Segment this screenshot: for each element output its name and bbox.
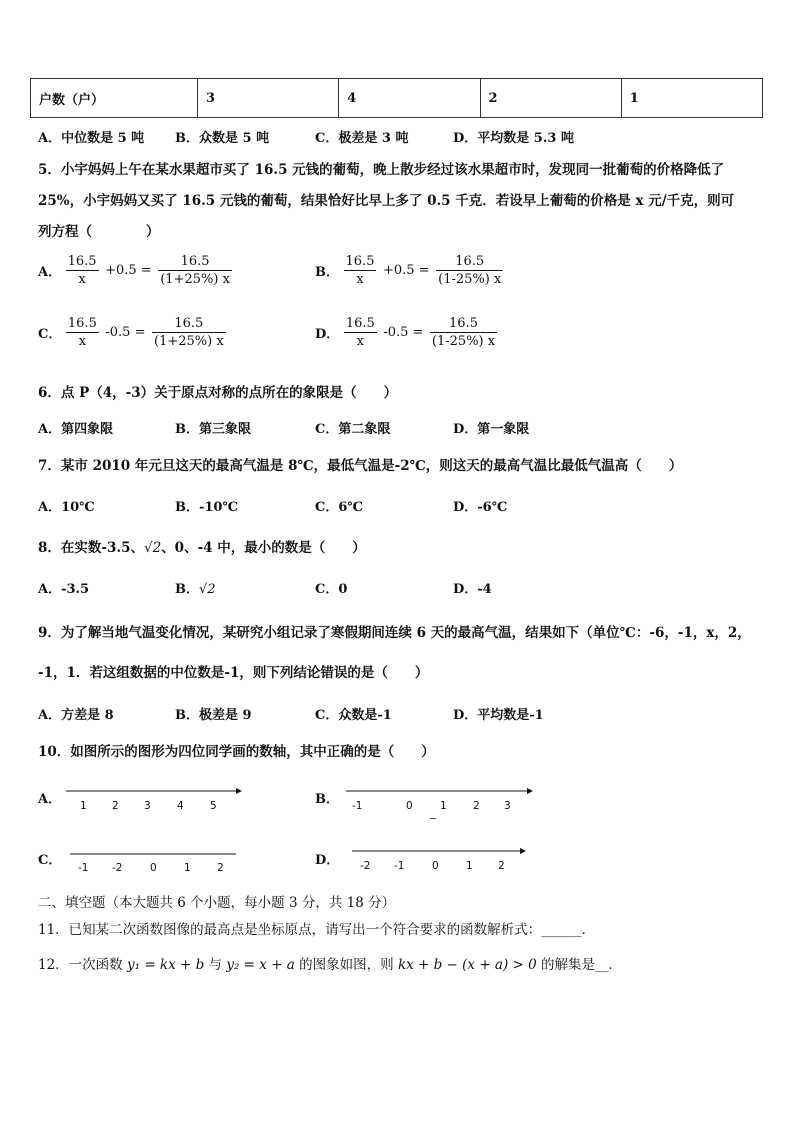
tick-label: 1: [440, 800, 447, 812]
q6-option-c: C．第二象限: [315, 422, 391, 437]
q9-option-d: D．平均数是-1: [453, 708, 544, 723]
option-label: A．: [38, 265, 62, 280]
q12-text-before: 12．一次函数: [38, 957, 123, 973]
q5-option-a: [38, 253, 232, 288]
q12-text-mid: 与: [208, 957, 223, 973]
q5-line-3: 列方程（ ）: [38, 224, 160, 240]
q8-stem-after: 、0、-4 中，最小的数是（ ）: [161, 540, 366, 556]
tick-label: 2: [498, 860, 505, 872]
number-line-a: [62, 778, 242, 812]
fraction: $\frac{16.5}{x}$: [345, 316, 375, 349]
function-y2: y₂ = x + a: [226, 957, 295, 973]
q8-option-c: C．0: [315, 582, 348, 597]
q4-option-b: B．众数是 5 吨: [175, 131, 270, 146]
q4-option-d: D．平均数是 5.3 吨: [453, 131, 574, 146]
equation-operator: +0.5 =: [105, 263, 152, 278]
q6-option-a: A．第四象限: [38, 422, 114, 437]
fraction: $\frac{16.5}{(1+25\%) x}$: [160, 254, 230, 287]
tick-label: -2: [360, 860, 371, 872]
q5-option-d: [315, 315, 497, 350]
q9-option-b: B．极差是 9: [175, 708, 252, 723]
table-cell: 2: [480, 79, 621, 118]
option-label: B．: [175, 582, 199, 597]
tick-label: -1: [78, 862, 89, 874]
option-label: B．: [315, 265, 339, 280]
q12-text-mid2: 的图象如图，则: [299, 957, 394, 973]
q5-option-b: [315, 253, 503, 288]
tick-label: 5: [210, 800, 217, 812]
tick-label: -2: [112, 862, 123, 874]
tick-label: 3: [504, 800, 511, 812]
q7-option-a: A．10℃: [38, 500, 95, 515]
number-line-b: [342, 778, 537, 812]
q6-stem: 6．点 P（4，-3）关于原点对称的点所在的象限是（ ）: [38, 385, 398, 401]
q9-option-a: A．方差是 8: [38, 708, 114, 723]
q6-option-b: B．第三象限: [175, 422, 251, 437]
fraction: $\frac{16.5}{(1+25\%) x}$: [154, 316, 224, 349]
inequality: kx + b − (x + a) > 0: [397, 957, 537, 973]
q5-line-2: 25%，小宇妈妈又买了 16.5 元钱的葡萄，结果恰好比早上多了 0.5 千克．若设早上葡萄的价格是 x 元/千克，则可: [38, 193, 735, 209]
tick-label: 2: [473, 800, 480, 812]
equation-operator: -0.5 =: [105, 325, 146, 340]
tick-label: 4: [177, 800, 184, 812]
fraction: $\frac{16.5}{(1-25\%) x}$: [431, 316, 496, 349]
q5-line-1: 5．小宇妈妈上午在某水果超市买了 16.5 元钱的葡萄，晚上散步经过该水果超市时，发现同一批葡萄的价格降低了: [38, 162, 725, 178]
q9-option-c: C．众数是-1: [315, 708, 392, 723]
function-y1: y₁ = kx + b: [126, 957, 205, 973]
household-table: [30, 78, 763, 118]
tick-label: 1: [80, 800, 87, 812]
q8-option-d: D．-4: [453, 582, 492, 597]
table-cell: 3: [198, 79, 339, 118]
table-row: [31, 79, 763, 118]
tick-label: -1: [352, 800, 363, 812]
tick-label: 3: [144, 800, 151, 812]
fraction: $\frac{16.5}{(1-25\%) x}$: [438, 254, 502, 287]
q10-option-c-label: C．: [38, 853, 62, 868]
tick-label: 1: [466, 860, 473, 872]
q10-stem: 10．如图所示的图形为四位同学画的数轴，其中正确的是（ ）: [38, 744, 435, 760]
option-label: C．: [38, 327, 62, 342]
q8-option-a: A．-3.5: [38, 582, 90, 597]
number-line-d: [348, 838, 528, 872]
tick-label: 0: [406, 800, 413, 812]
q9-line-1: 9．为了解当地气温变化情况，某研究小组记录了寒假期间连续 6 天的最高气温，结果如下（单位℃：-6，-1，x，2，: [38, 625, 751, 641]
q11-stem: 11．已知某二次函数图像的最高点是坐标原点，请写出一个符合要求的函数解析式：______．: [38, 922, 596, 938]
q8-stem: [38, 536, 366, 556]
q8-stem-before: 8．在实数-3.5、: [38, 540, 144, 556]
section-title: 二、填空题（本大题共 6 个小题，每小题 3 分，共 18 分）: [38, 895, 396, 911]
equation-operator: +0.5 =: [383, 263, 430, 278]
tick-label: 0: [432, 860, 439, 872]
q7-stem: 7．某市 2010 年元旦这天的最高气温是 8℃，最低气温是-2℃，则这天的最高气温比最低气温高（ ）: [38, 458, 683, 474]
q12-stem: [38, 953, 622, 973]
sqrt-two: √2: [199, 582, 216, 597]
q12-text-after: 的解集是__．: [541, 957, 623, 973]
q7-option-b: B．-10℃: [175, 500, 239, 515]
q10-option-d-label: D．: [315, 853, 340, 868]
stray-mark: [430, 818, 436, 819]
fraction: $\frac{16.5}{x}$: [67, 316, 97, 349]
tick-label: 0: [150, 862, 157, 874]
table-cell: 1: [621, 79, 762, 118]
tick-label: 2: [112, 800, 119, 812]
q4-option-c: C．极差是 3 吨: [315, 131, 409, 146]
q7-option-d: D．-6℃: [453, 500, 508, 515]
table-cell: 4: [339, 79, 480, 118]
q4-option-a: A．中位数是 5 吨: [38, 131, 145, 146]
fraction: $\frac{16.5}{x}$: [345, 254, 375, 287]
q6-option-d: D．第一象限: [453, 422, 530, 437]
equation-operator: -0.5 =: [383, 325, 424, 340]
fraction: $\frac{16.5}{x}$: [67, 254, 97, 287]
table-cell: 户数（户）: [31, 79, 198, 118]
q10-option-a-label: A．: [38, 792, 62, 807]
tick-label: 1: [184, 862, 191, 874]
q10-option-b-label: B．: [315, 792, 339, 807]
q8-option-b: [175, 578, 216, 597]
q9-line-2: -1，1．若这组数据的中位数是-1，则下列结论错误的是（ ）: [38, 665, 429, 681]
q5-option-c: [38, 315, 226, 350]
sqrt-two: √2: [143, 540, 162, 556]
tick-label: 2: [217, 862, 224, 874]
tick-label: -1: [394, 860, 405, 872]
number-line-c: [66, 842, 241, 876]
q7-option-c: C．6℃: [315, 500, 363, 515]
option-label: D．: [315, 327, 340, 342]
